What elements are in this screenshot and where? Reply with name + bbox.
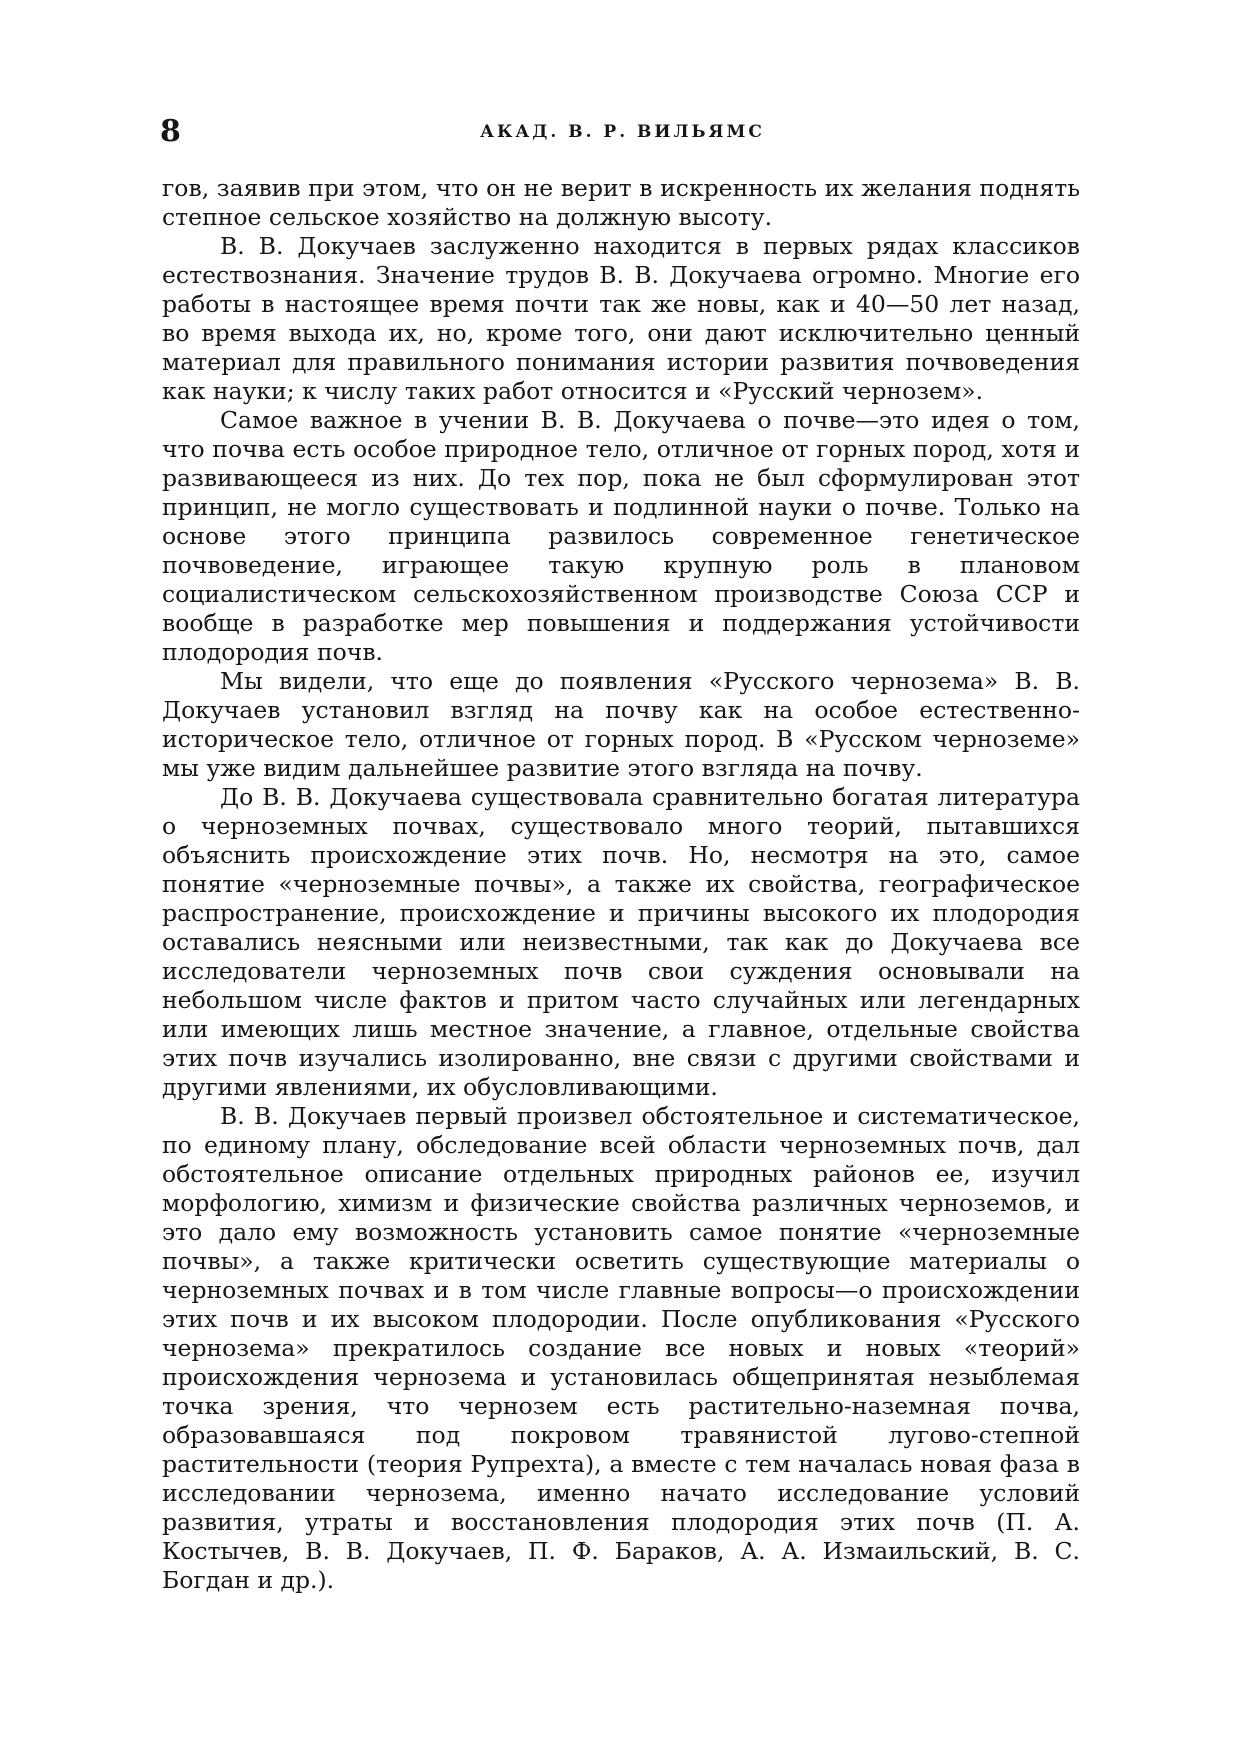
body-text <box>162 174 1080 1595</box>
running-head: АКАД. В. Р. ВИЛЬЯМС <box>480 122 765 142</box>
paragraph: В. В. Докучаев заслуженно находится в первых рядах классиков естествознания. Значение трудов В. В. Докучаева огромно. Многие его работы в настоящее время почти так же новы, как и 40—50 лет назад, во время выхода их, но, кроме того, они дают исключительно ценный материал для правильного понимания истории развития почвоведения как науки; к числу таких работ относится и «Русский чернозем». <box>162 232 1080 405</box>
page-header <box>160 112 1085 152</box>
paragraph-continuation: гов, заявив при этом, что он не верит в искренность их желания поднять степное сельское хозяйство на должную высоту. <box>162 174 1080 231</box>
paragraph: До В. В. Докучаева существовала сравнительно богатая литература о черноземных почвах, существовало много теорий, пытавшихся объяснить происхождение этих почв. Но, несмотря на это, самое понятие «черноземные почвы», а также их свойства, географическое распространение, происхождение и причины высокого их плодородия оставались неясными или неизвестными, так как до Докучаева все исследователи черноземных почв свои суждения основывали на небольшом числе фактов и притом часто случайных или легендарных или имеющих лишь местное значение, а главное, отдельные свойства этих почв изучались изолированно, вне связи с другими свойствами и другими явлениями, их обусловливающими. <box>162 783 1080 1101</box>
paragraph: Самое важное в учении В. В. Докучаева о почве—это идея о том, что почва есть особое природное тело, отличное от горных пород, хотя и развивающееся из них. До тех пор, пока не был сформулирован этот принцип, не могло существовать и подлинной науки о почве. Только на основе этого принципа развилось современное генетическое почвоведение, играющее такую крупную роль в плановом социалистическом сельскохозяйственном производстве Союза ССР и вообще в разработке мер повышения и поддержания устойчивости плодородия почв. <box>162 406 1080 666</box>
paragraph: В. В. Докучаев первый произвел обстоятельное и систематическое, по единому плану, обследование всей области черноземных почв, дал обстоятельное описание отдельных природных районов ее, изучил морфологию, химизм и физические свойства различных черноземов, и это дало ему возможность установить самое понятие «черноземные почвы», а также критически осветить существующие материалы о черноземных почвах и в том числе главные вопросы—о происхождении этих почв и их высоком плодородии. После опубликования «Русского чернозема» прекратилось создание все новых и новых «теорий» происхождения чернозема и установилась общепринятая незыблемая точка зрения, что чернозем есть растительно-наземная почва, образовавшаяся под покровом травянистой лугово-степной растительности (теория Рупрехта), а вместе с тем началась новая фаза в исследовании чернозема, именно начато исследование условий развития, утраты и восстановления плодородия этих почв (П. А. Костычев, В. В. Докучаев, П. Ф. Бараков, А. А. Измаильский, В. С. Богдан и др.). <box>162 1102 1080 1594</box>
paragraph: Мы видели, что еще до появления «Русского чернозема» В. В. Докучаев установил взгляд на почву как на особое естественно-историческое тело, отличное от горных пород. В «Русском черноземе» мы уже видим дальнейшее развитие этого взгляда на почву. <box>162 667 1080 782</box>
page-number: 8 <box>160 114 181 149</box>
